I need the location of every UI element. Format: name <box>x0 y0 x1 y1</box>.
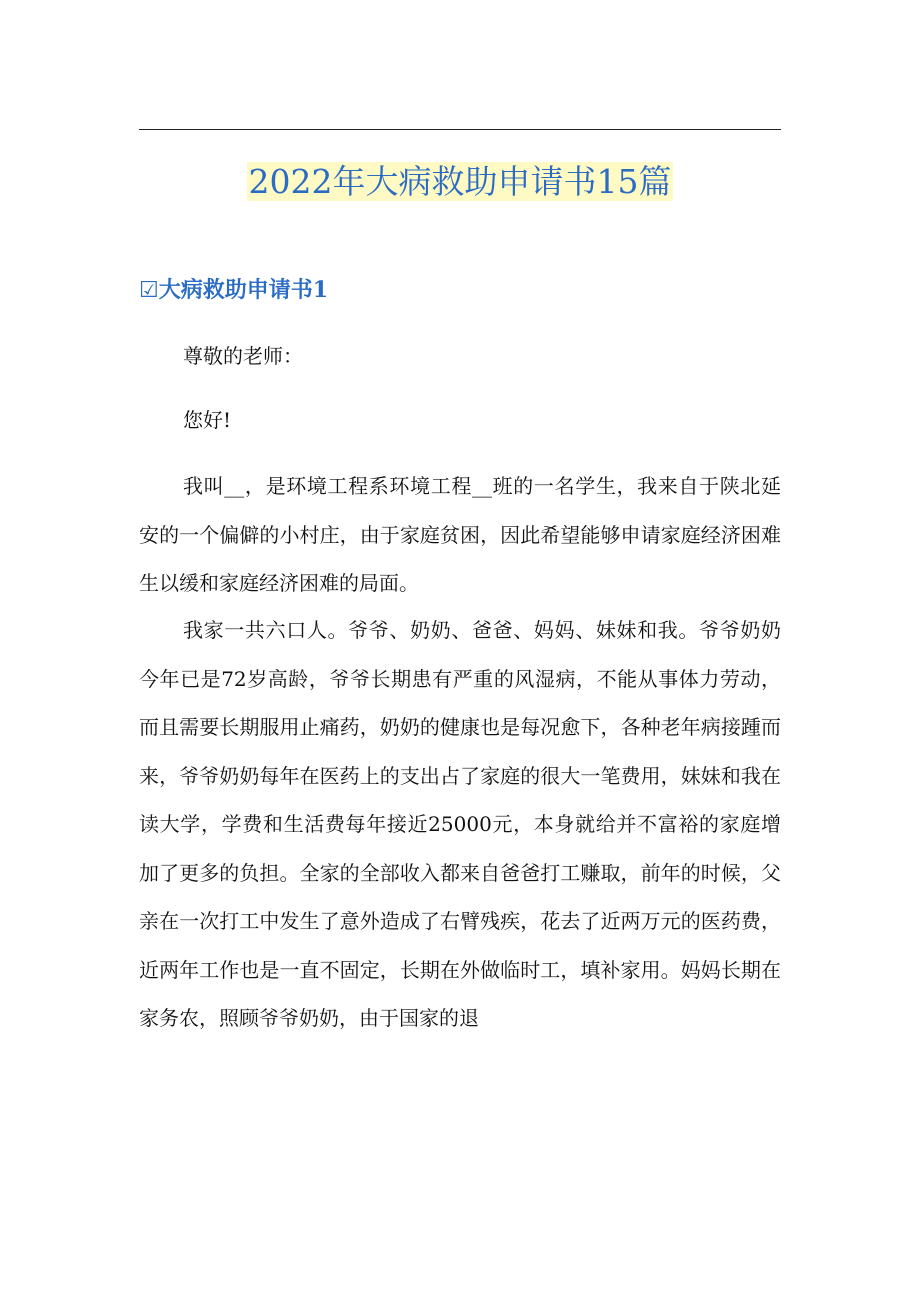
checkbox-icon: ☑ <box>139 278 159 303</box>
intro-paragraph: 我叫__，是环境工程系环境工程__班的一名学生，我来自于陕北延安的一个偏僻的小村庄，由于家庭贫困，因此希望能够申请家庭经济困难生以缓和家庭经济困难的局面。 <box>139 474 781 595</box>
document-title-text: 2022年大病救助申请书15篇 <box>248 162 672 201</box>
document-title <box>0 158 920 206</box>
top-divider <box>139 129 781 130</box>
greeting-paragraph: 尊敬的老师： <box>183 344 303 368</box>
section-heading <box>139 274 328 307</box>
family-situation-paragraph: 我家一共六口人。爷爷、奶奶、爸爸、妈妈、妹妹和我。爷爷奶奶今年已是72岁高龄，爷爷长期患有严重的风湿病，不能从事体力劳动，而且需要长期服用止痛药，奶奶的健康也是每况愈下，各种老年病接踵而来，爷爷奶奶每年在医药上的支出占了家庭的很大一笔费用，妹妹和我在读大学，学费和生活费每年接近25000元，本身就给并不富裕的家庭增加了更多的负担。全家的全部收入都来自爸爸打工赚取，前年的时候，父亲在一次打工中发生了意外造成了右臂残疾，花去了近两万元的医药费，近两年工作也是一直不固定，长期在外做临时工，填补家用。妈妈长期在家务农，照顾爷爷奶奶，由于国家的退 <box>139 618 781 1030</box>
section-heading-text: 大病救助申请书1 <box>158 277 329 303</box>
salutation-paragraph: 您好! <box>183 408 232 432</box>
